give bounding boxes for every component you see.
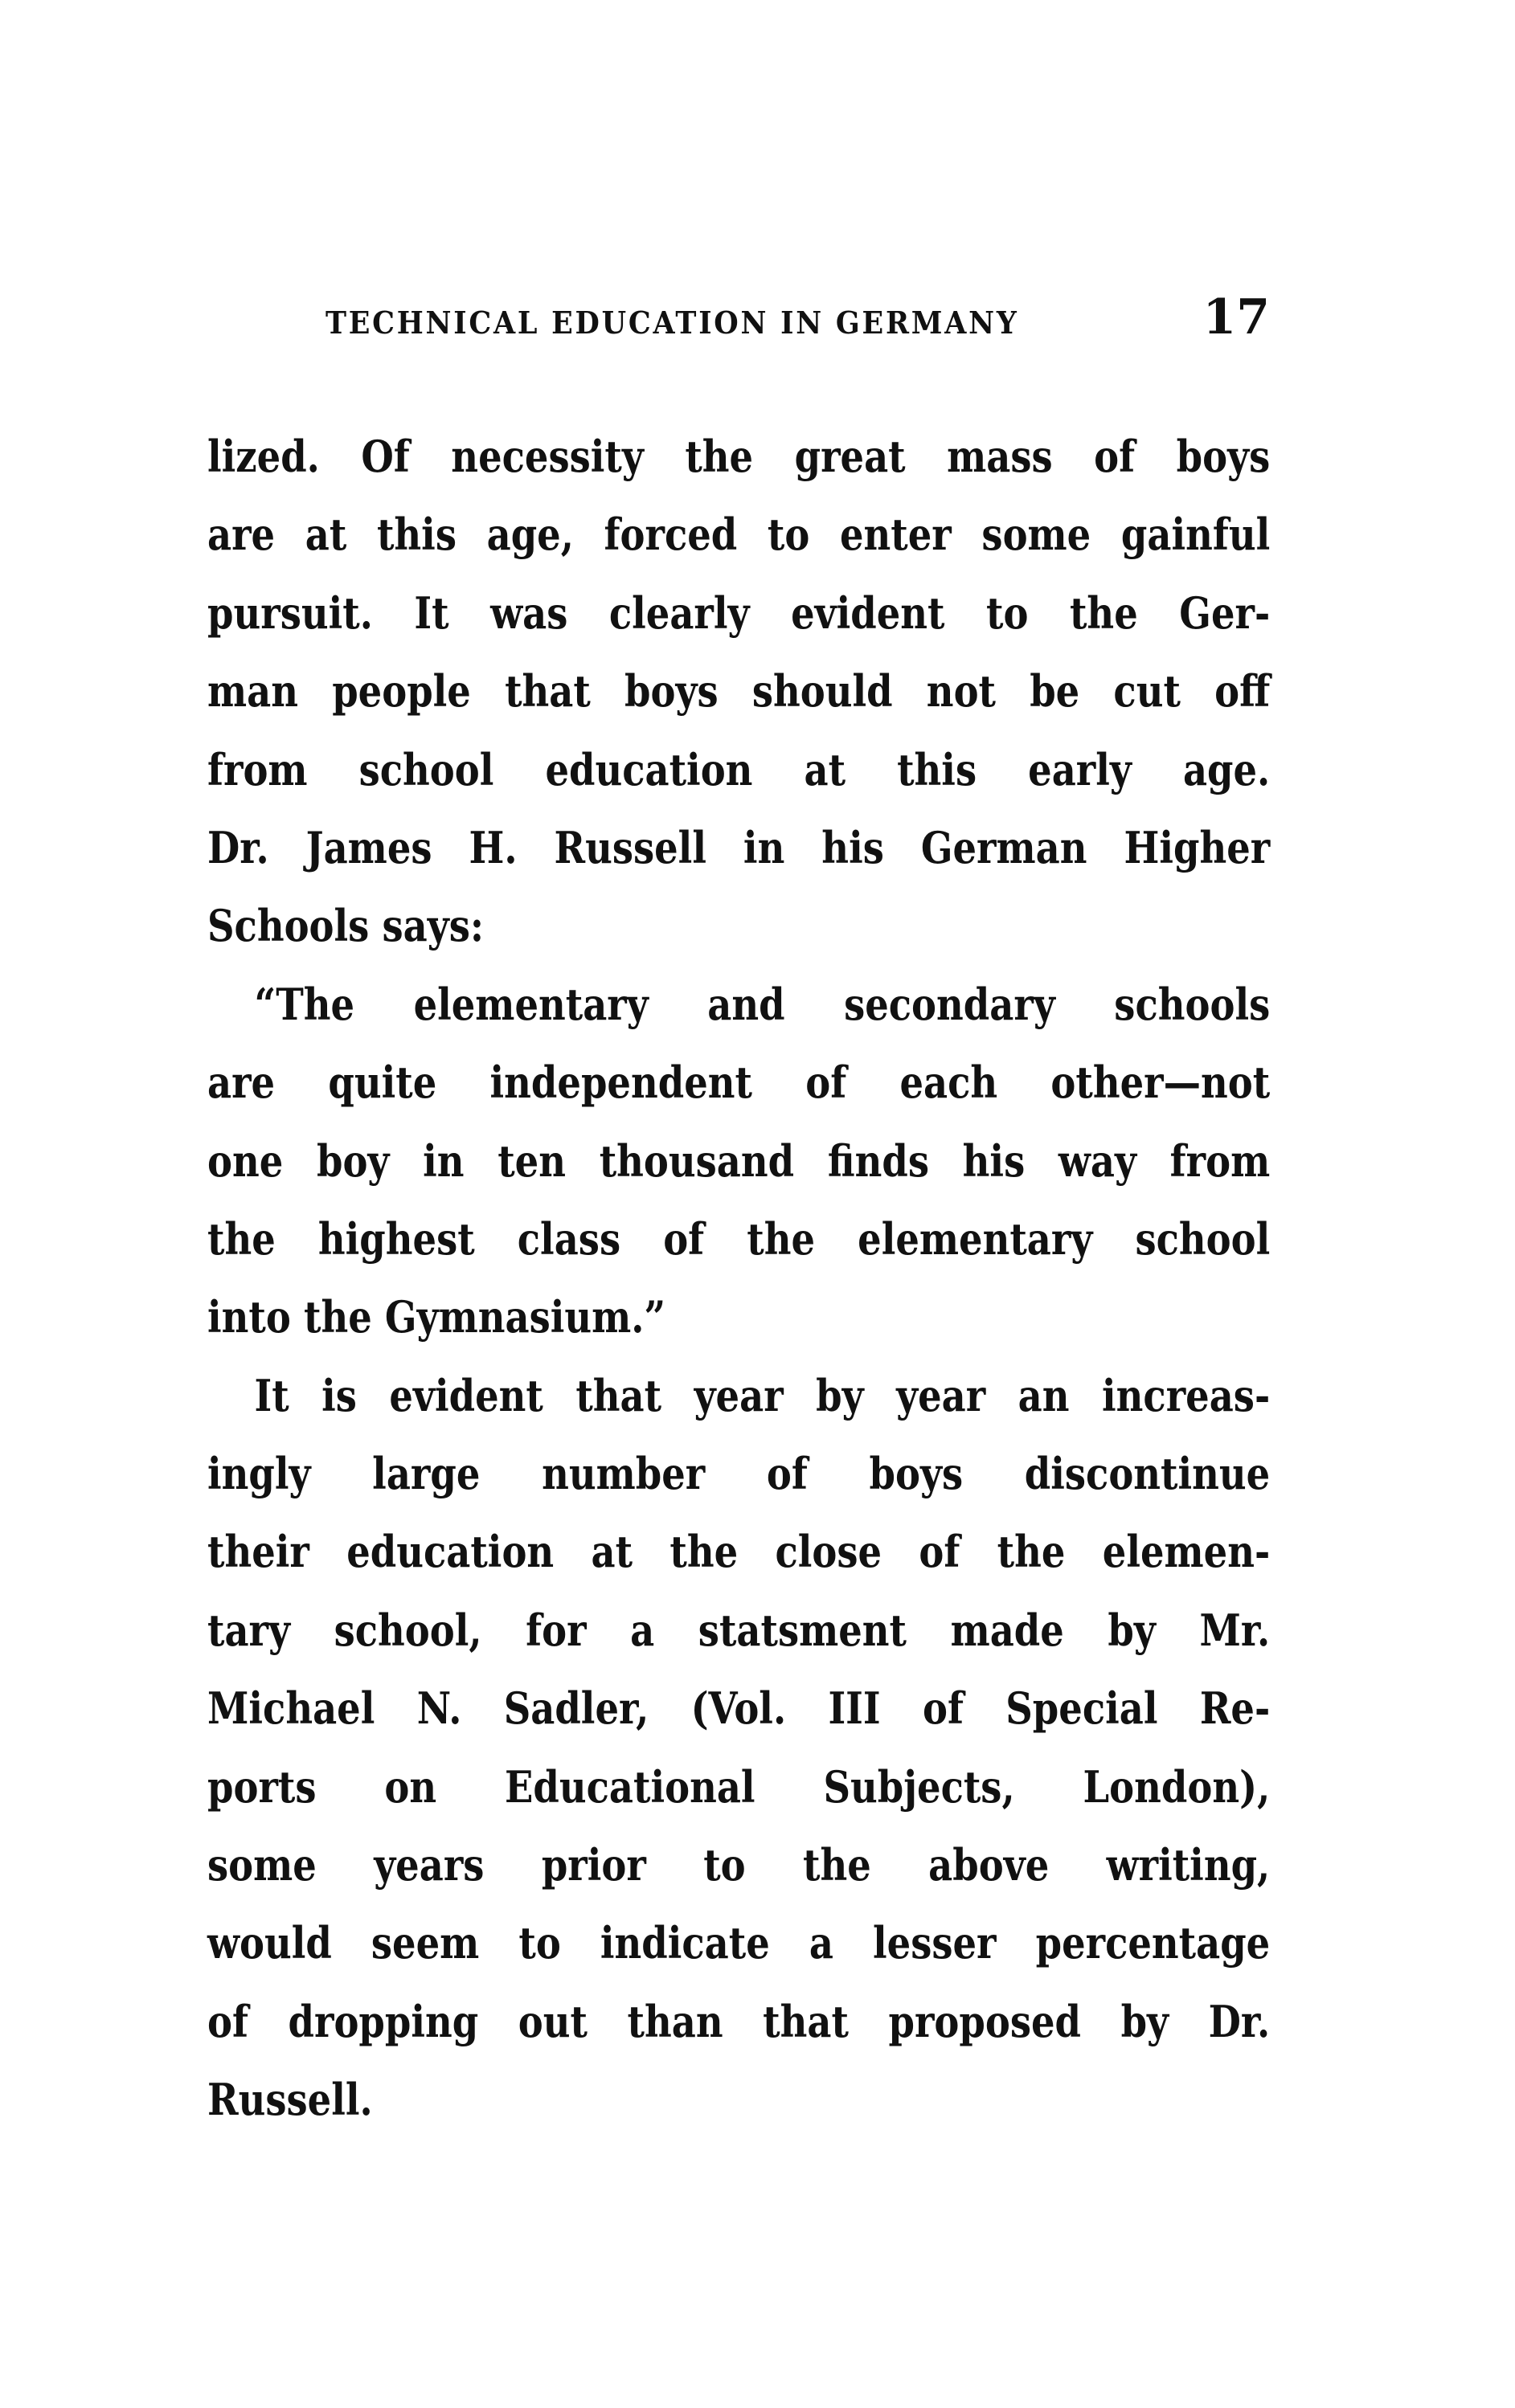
page-header: [326, 289, 1270, 345]
quote-line: one boy in ten thousand finds his way from: [207, 1134, 1271, 1187]
quote-line: “The elementary and secondary schools: [254, 978, 1271, 1030]
text-line: Schools says:: [207, 900, 484, 952]
text-line: tary school, for a statsment made by Mr.: [207, 1604, 1271, 1656]
text-line: ingly large number of boys discontinue: [207, 1448, 1271, 1500]
text-line: some years prior to the above writing,: [207, 1839, 1271, 1891]
running-title: TECHNICAL EDUCATION IN GERMANY: [326, 305, 1019, 341]
text-line: Russell.: [207, 2074, 373, 2126]
text-line: from school education at this early age.: [207, 743, 1271, 795]
text-line: of dropping out than that proposed by Dr.: [207, 1995, 1271, 2047]
text-line: are at this age, forced to enter some gainful: [207, 509, 1271, 561]
body-text: [207, 418, 1270, 2140]
text-line: would seem to indicate a lesser percentage: [207, 1917, 1271, 1969]
text-line: lized. Of necessity the great mass of boys: [207, 431, 1271, 482]
text-line: Michael N. Sadler, (Vol. III of Special Re-: [207, 1682, 1271, 1735]
page-number: 17: [1202, 289, 1270, 345]
text-line: Dr. James H. Russell in his German Higher: [207, 821, 1271, 873]
text-line: It is evident that year by year an increas-: [254, 1369, 1271, 1421]
quote-line: the highest class of the elementary school: [207, 1212, 1271, 1265]
quote-line: into the Gymnasium.”: [207, 1291, 666, 1343]
text-line: pursuit. It was clearly evident to the Ger-: [207, 587, 1271, 639]
text-line: their education at the close of the elemen-: [207, 1526, 1271, 1578]
text-line: ports on Educational Subjects, London),: [207, 1760, 1271, 1813]
quote-line: are quite independent of each other—not: [207, 1057, 1271, 1109]
text-line: man people that boys should not be cut off: [207, 665, 1271, 717]
